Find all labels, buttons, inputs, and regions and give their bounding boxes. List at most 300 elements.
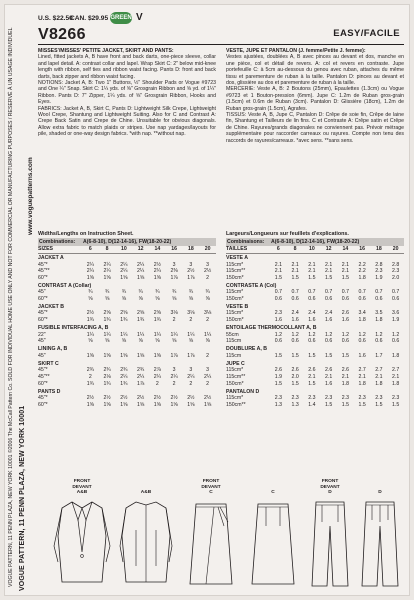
yardage-cell: 2½	[103, 395, 111, 402]
yardage-cell: 0.6	[358, 338, 366, 345]
yardage-cell: 2½	[187, 268, 195, 275]
skirt-front-sketch	[184, 496, 238, 592]
sizes-header-row	[38, 246, 216, 254]
yardage-cell: 2	[206, 317, 210, 324]
table-row	[226, 262, 404, 269]
yardage-cell: 1⅝	[137, 401, 145, 408]
yardage-cell: 1.5	[308, 352, 316, 359]
yardage-cell: 2.1	[341, 261, 349, 268]
yardage-cell: 1.5	[341, 401, 349, 408]
yardage-cell: 1.5	[308, 274, 316, 281]
fabric-width-label: 22"	[38, 331, 46, 338]
yardage-cell: 3	[206, 261, 210, 268]
yardage-cell: 1.5	[274, 274, 282, 281]
fabric-width-label: 150cm*	[226, 380, 244, 387]
yardage-cell: 2	[172, 317, 176, 324]
yardage-cell: 2¼	[187, 374, 195, 381]
english-fabrics: FABRICS: Jacket A, B, Skirt C, Pants D: Lightweight Silk Crepe, Lightweight Wool Crepe, Shantung and Lightweight Suiting. Also for C and Contrast A: Crepe Back Satin and Crepe de Chine. Unsuitable for obvious diagonals. Allow extra fabric to match plaids or stripes. Use nap yardages/layouts for pile, shaded or one-way design fabrics. *with nap. **without nap.	[38, 105, 216, 138]
table-row	[226, 289, 404, 296]
yardage-cell: 1.5	[325, 352, 333, 359]
jacket-back-sketch	[118, 496, 174, 592]
drawing-front-label: FRONT	[202, 479, 220, 484]
table-section-title: SKIRT C	[38, 360, 59, 367]
yardage-cell: 1⅝	[153, 274, 161, 281]
yardage-cell: 1.5	[274, 352, 282, 359]
yardage-cell: 2.3	[375, 268, 383, 275]
yardage-cell: 2½	[153, 261, 161, 268]
yardage-cell: 2.8	[375, 261, 383, 268]
table-row	[38, 310, 216, 317]
table-section-title: JACKET B	[38, 303, 64, 310]
drawing-pants-front	[306, 479, 354, 595]
price-canada: CAN. $29.95	[70, 15, 109, 22]
yardage-cell: 2	[88, 374, 92, 381]
yardage-cell: 1⅝	[204, 401, 212, 408]
yardage-cell: 2	[155, 380, 159, 387]
yardage-cell: 0.6	[274, 295, 282, 302]
yardage-cell: 2¼	[137, 374, 145, 381]
yardage-cell: 3	[189, 367, 193, 374]
yardage-cell: 2.7	[358, 367, 366, 374]
fabric-width-label: 45"*	[38, 395, 48, 402]
yardage-cell: 2	[172, 380, 176, 387]
yardage-cell: 1¼	[153, 331, 161, 338]
yardage-cell: 1.4	[308, 401, 316, 408]
yardage-cell: 1.2	[358, 331, 366, 338]
yardage-cell: 0.6	[325, 295, 333, 302]
yardage-cell: 2.4	[291, 310, 299, 317]
table-section-title: JUPE C	[226, 360, 245, 367]
yardage-cell: 1¼	[187, 331, 195, 338]
yardage-cell: 2.1	[291, 261, 299, 268]
fabric-width-label: 60"*	[38, 295, 48, 302]
drawing-front-label: FRONT	[321, 479, 339, 484]
yardage-cell: 2.0	[291, 374, 299, 381]
yardage-cell: 0.6	[358, 295, 366, 302]
yardage-cell: 1.5	[325, 274, 333, 281]
yardage-cell: 1¼	[120, 331, 128, 338]
yardage-cell: 1⅝	[153, 401, 161, 408]
drawing-jacket-front	[50, 479, 114, 595]
drawing-front-label: FRONT	[73, 479, 91, 484]
yardage-cell: 1¾	[103, 380, 111, 387]
size-cell: 12	[325, 246, 332, 252]
yardage-cell: 1⅝	[86, 274, 94, 281]
yardage-cell: ⅝	[205, 295, 210, 302]
yardage-cell: 2¼	[137, 268, 145, 275]
header-rule	[38, 44, 404, 45]
yardage-cell: 2¼	[103, 261, 111, 268]
yardage-cell: 1.6	[325, 380, 333, 387]
table-row	[38, 338, 216, 345]
yardage-cell: 1.8	[392, 380, 400, 387]
yardage-cell: 3.5	[375, 310, 383, 317]
yardage-cell: 2.8	[392, 261, 400, 268]
fabric-width-label: 60"*	[38, 317, 48, 324]
yardage-cell: 1⅝	[120, 352, 128, 359]
yardage-cell: 2¼	[86, 268, 94, 275]
yardage-cell: 2.3	[274, 310, 282, 317]
english-notions: NOTIONS: Jacket A, B: Two 1" Buttons, ½" Shoulder Pads or Vogue #9723 and One ¼" Snap. Skirt C: 1¼ yds. of ⅝" Grosgrain Ribbon and ⅝ yd. of 1¼" Ribbon. Pants D: 7" Zipper, 1¼ yds. of ⅝" Grosgrain Ribbon, Hooks and Eyes.	[38, 80, 216, 106]
yardage-cell: 0.6	[341, 338, 349, 345]
yardage-cell: 0.6	[274, 338, 282, 345]
yardage-cell: 2½	[137, 395, 145, 402]
yardage-cell: ⅝	[88, 295, 93, 302]
yardage-cell: 2⅝	[137, 310, 145, 317]
yardage-cell: 1⅞	[170, 352, 178, 359]
drawing-devant-label: DEVANT	[320, 484, 340, 490]
drawing-pants-back	[356, 479, 404, 595]
yardage-cell: 2⅝	[103, 310, 111, 317]
yardage-cell: 3	[189, 261, 193, 268]
drawing-skirt-back	[246, 479, 300, 595]
table-row	[38, 402, 216, 409]
size-cell: 8	[105, 246, 109, 252]
table-row	[38, 395, 216, 402]
yardage-cell: 1.5	[291, 274, 299, 281]
yardage-cell: 1.7	[375, 352, 383, 359]
difficulty-level: EASY/FACILE	[333, 28, 400, 39]
yardage-cell: 2.1	[325, 261, 333, 268]
table-section-title: VESTE A	[226, 255, 249, 261]
pattern-number: V8266	[38, 26, 86, 43]
yardage-cell: 1¾	[120, 317, 128, 324]
yardage-cell: ⅝	[188, 295, 194, 302]
yardage-cell: 2⅝	[153, 310, 161, 317]
fabric-width-label: 115cm*	[226, 289, 244, 296]
yardage-cell: ⅝	[171, 295, 177, 302]
yardage-cell: 2.1	[291, 268, 299, 275]
yardage-cell: 1⅞	[187, 352, 195, 359]
english-description	[38, 48, 216, 138]
yardage-cell: 2.6	[291, 367, 299, 374]
french-notions: MERCERIE: Veste A, B: 2 Boutons (25mm), Epaulettes (1.3cm) ou Vogue #9723 et 1 Bouton-pression (6mm). Jupe C: 1.2m de Ruban gros-grain (1.5cm) et 0.6m de Ruban (3cm). Pantalon D: Glissière (18cm), 1.2m de Ruban gros-grain (1.5cm), Agrafes.	[226, 86, 404, 112]
drawing-view-label: C	[271, 490, 275, 495]
table-row	[38, 353, 216, 360]
table-section-title: PANTALON D	[226, 388, 260, 395]
drawing-jacket-back	[118, 479, 174, 595]
yardage-cell: 0.7	[341, 289, 349, 296]
yardage-cell: 0.7	[392, 289, 400, 296]
table-row	[38, 275, 216, 282]
yardage-cell: 0.6	[392, 295, 400, 302]
yardage-cell: 2½	[86, 395, 94, 402]
yardage-cell: ¾	[88, 289, 93, 296]
yardage-cell: 1⅝	[120, 274, 128, 281]
yardage-cell: 1.5	[341, 274, 349, 281]
yardage-cell: 1.5	[274, 380, 282, 387]
yardage-cell: 1⅝	[187, 401, 195, 408]
yardage-cell: 2¼	[120, 268, 128, 275]
table-row	[38, 289, 216, 296]
size-cell: 18	[375, 246, 382, 252]
drawing-view-label: D	[328, 490, 332, 495]
yardage-cell: 2⅛	[103, 374, 111, 381]
yardage-cell: 2.4	[325, 310, 333, 317]
yardage-cell: 2½	[170, 395, 178, 402]
yardage-cell: 1.8	[358, 380, 366, 387]
yardage-cell: 1¾	[103, 317, 111, 324]
yardage-cell: ¾	[205, 289, 210, 296]
sidebar-vertical-text	[7, 9, 33, 593]
yardage-cell: 1¼	[170, 331, 178, 338]
yardage-cell: 2⅞	[153, 367, 161, 374]
yardage-cell: 2.6	[274, 367, 282, 374]
yardage-cell: 0.7	[291, 289, 299, 296]
yardage-cell: 1⅝	[170, 401, 178, 408]
yardage-cell: 2.3	[341, 395, 349, 402]
yardage-cell: 2.1	[358, 374, 366, 381]
yardage-cell: 1¼	[103, 331, 111, 338]
yardage-cell: 1.5	[358, 401, 366, 408]
yardage-cell: 0.6	[308, 338, 316, 345]
yardage-cell: 1.5	[325, 401, 333, 408]
yardage-cell: 1.6	[358, 352, 366, 359]
yardage-cell: 3⅛	[187, 310, 195, 317]
yardage-cell: ¾	[188, 289, 194, 296]
yardage-cell: 0.6	[308, 295, 316, 302]
size-cell: 6	[88, 246, 92, 252]
yardage-cell: 2.1	[341, 268, 349, 275]
yardage-cell: 0.6	[375, 295, 383, 302]
table-row	[38, 296, 216, 303]
table-row	[226, 395, 404, 402]
yardage-cell: 2.3	[392, 395, 400, 402]
yardage-cell: 2.0	[392, 274, 400, 281]
legal-notice: VOGUE PATTERN, 11 PENN PLAZA, NEW YORK 10001 ©2006 The McCall Pattern Co. SOLD FOR INDIVIDUAL HOME USE ONLY AND NOT FOR COMMERCIAL OR MANUFACTURING PURPOSES / RESERVÉ À UN USAGE INDIVIDUEL	[8, 27, 14, 587]
yardage-cell: 2½	[204, 268, 212, 275]
yardage-cell: 1¾	[86, 317, 94, 324]
yardage-cell: 0.6	[341, 295, 349, 302]
yardage-cell: 2½	[153, 395, 161, 402]
yardage-cell: 1.2	[325, 331, 333, 338]
table-row	[226, 310, 404, 317]
yardage-tables	[38, 231, 404, 475]
yardage-cell: 2¾	[120, 367, 128, 374]
table-heading: Largeurs/Longueurs sur feuillets d'explications.	[226, 231, 349, 237]
fabric-width-label: 150cm**	[226, 401, 246, 408]
yardage-cell: 3.6	[392, 310, 400, 317]
size-cell: 20	[204, 246, 211, 252]
yardage-cell: 1.9	[375, 274, 383, 281]
yardage-cell: 2.1	[274, 261, 282, 268]
size-cell: 18	[187, 246, 194, 252]
size-cell: 10	[308, 246, 315, 252]
size-cell: 12	[137, 246, 144, 252]
yardage-cell: ⅝	[138, 295, 143, 302]
yardage-cell: 1.8	[375, 317, 383, 324]
yardage-cell: ⅝	[155, 295, 160, 302]
table-row	[226, 338, 404, 345]
yardage-cell: 1.5	[291, 380, 299, 387]
yardage-cell: 1⅝	[153, 352, 161, 359]
yardage-cell: 1⅝	[103, 401, 111, 408]
yardage-cell: 1¾	[153, 317, 161, 324]
yardage-cell: 1.9	[392, 317, 400, 324]
table-row	[38, 317, 216, 324]
yardage-cell: 1.3	[274, 401, 282, 408]
yardage-cell: 2.3	[274, 395, 282, 402]
fabric-width-label: 60"*	[38, 380, 48, 387]
fabric-width-label: 150cm*	[226, 317, 244, 324]
yardage-cell: 1⅝	[137, 274, 145, 281]
yardage-cell: 2	[206, 380, 210, 387]
english-title: MISSES'/MISSES' PETITE JACKET, SKIRT AND PANTS:	[38, 48, 174, 54]
yardage-cell: 1⅝	[103, 274, 111, 281]
fabric-width-label: 60"*	[38, 274, 48, 281]
yardage-cell: ¾	[155, 289, 160, 296]
yardage-cell: 2.7	[392, 367, 400, 374]
combinations-values: A(6-8-10), D(12-14-16), FW(18-20-22)	[271, 239, 360, 245]
yardage-cell: 3	[172, 261, 176, 268]
yardage-cell: 2⅝	[120, 310, 128, 317]
yardage-cell: 1¼	[86, 331, 94, 338]
yardage-cell: 2¾	[86, 367, 94, 374]
yardage-cell: 1.6	[274, 317, 282, 324]
yardage-cell: 1.2	[291, 331, 299, 338]
drawing-view-label: A&B	[76, 490, 88, 495]
yardage-cell: 1¼	[204, 331, 212, 338]
combinations-row	[226, 238, 404, 246]
fabric-width-label: 45"**	[38, 268, 50, 275]
fabric-width-label: 115cm*	[226, 310, 244, 317]
drawing-view-label: C	[209, 490, 213, 495]
table-row	[226, 367, 404, 374]
sizes-header-row	[226, 246, 404, 254]
yardage-cell: 2.3	[308, 395, 316, 402]
yardage-cell: 1.2	[341, 331, 349, 338]
vogue-mark: V	[136, 12, 143, 23]
drawing-devant-label: DEVANT	[201, 484, 221, 490]
table-section-title: ENTOILAGE THERMOCOLLANT A, B	[226, 325, 317, 332]
yardage-cell: 2.6	[341, 367, 349, 374]
yardage-cell: ¾	[104, 289, 110, 296]
yardage-cell: 1.8	[341, 380, 349, 387]
yardage-cell: ⅝	[155, 338, 160, 345]
fabric-width-label: 45"**	[38, 374, 50, 381]
table-row	[38, 374, 216, 381]
sizes-label: TAILLES	[226, 246, 248, 252]
combinations-row	[38, 238, 216, 246]
yardage-cell: ⅝	[88, 338, 93, 345]
yardage-cell: 2¼	[86, 261, 94, 268]
yardage-cell: 1.2	[375, 331, 383, 338]
table-section-title: PANTS D	[38, 388, 61, 395]
yardage-cell: 2.2	[358, 261, 366, 268]
yardage-cell: 2¼	[137, 261, 145, 268]
yardage-cell: 0.7	[375, 289, 383, 296]
yardage-cell: 1.2	[392, 331, 400, 338]
combinations-values: A(6-8-10), D(12-14-16), FW(18-20-22)	[83, 239, 172, 245]
combinations-label: Combinaisons:	[227, 239, 265, 245]
yardage-cell: ⅝	[121, 295, 127, 302]
table-heading: Widths/Lengths on Instruction Sheet.	[38, 231, 134, 237]
french-title: VESTE, JUPE ET PANTALON (J. femme/Petite J. femme):	[226, 48, 366, 54]
yardage-cell: 2¼	[153, 268, 161, 275]
fabric-width-label: 115cm*	[226, 261, 244, 268]
yardage-cell: 1¾	[120, 380, 128, 387]
fabric-width-label: 115cm	[226, 352, 242, 359]
yardage-cell: 1.8	[392, 352, 400, 359]
table-section-title: FUSIBLE INTERFACING A, B	[38, 325, 109, 332]
yardage-cell: 0.7	[274, 289, 282, 296]
yardage-cell: 1.2	[308, 331, 316, 338]
yardage-cell: 2.6	[308, 367, 316, 374]
yardage-cell: 2¼	[204, 374, 212, 381]
yardage-cell: 2.1	[325, 268, 333, 275]
table-section-title: DOUBLURE A, B	[226, 346, 268, 353]
yardage-cell: ¾	[171, 289, 177, 296]
yardage-cell: 1¾	[86, 380, 94, 387]
yardage-cell: 1.6	[341, 317, 349, 324]
table-row	[226, 332, 404, 339]
table-row	[38, 381, 216, 388]
table-row	[226, 296, 404, 303]
table-section-title: LINING A, B	[38, 346, 68, 353]
yardage-cell: 1.5	[308, 380, 316, 387]
yardage-cell: 2¾	[103, 367, 111, 374]
yardage-cell: 1.8	[375, 380, 383, 387]
size-cell: 10	[120, 246, 127, 252]
yardage-cell: 2¼	[103, 268, 111, 275]
pattern-envelope-back	[4, 4, 410, 596]
yardage-cell: 3⅛	[204, 310, 212, 317]
yardage-cell: 2½	[86, 310, 94, 317]
yardage-table-french	[226, 231, 404, 408]
yardage-cell: 3.4	[358, 310, 366, 317]
yardage-cell: 2¼	[170, 374, 178, 381]
fabric-width-label: 55cm	[226, 331, 239, 338]
yardage-cell: 2.1	[375, 374, 383, 381]
size-cell: 20	[392, 246, 399, 252]
yardage-cell: 0.6	[291, 338, 299, 345]
yardage-cell: 3	[172, 367, 176, 374]
fabric-width-label: 115cm*	[226, 395, 244, 402]
fabric-width-label: 115cm	[226, 338, 242, 345]
drawing-view-label: A&B	[140, 490, 152, 495]
fabric-width-label: 45"	[38, 338, 46, 345]
yardage-cell: 2.3	[325, 395, 333, 402]
table-row	[38, 367, 216, 374]
yardage-cell: 2	[206, 352, 210, 359]
table-row	[226, 275, 404, 282]
yardage-cell: 0.6	[325, 338, 333, 345]
header	[38, 12, 404, 144]
yardage-cell: 2.1	[274, 268, 282, 275]
drawing-devant-label: DEVANT	[72, 484, 92, 490]
publisher-address: VOGUE PATTERN, 11 PENN PLAZA, NEW YORK 10001	[19, 405, 26, 591]
yardage-cell: 2.6	[325, 367, 333, 374]
website-url: www.voguepatterns.com	[27, 157, 34, 235]
yardage-cell: 0.6	[375, 338, 383, 345]
yardage-cell: 2.4	[308, 310, 316, 317]
yardage-cell: 2¼	[120, 374, 128, 381]
french-fabrics: TISSUS: Veste A, B, Jupe C, Pantalon D: Crêpe de soie fin, Crêpe de laine fin, Shantung et Tailleurs de lin fins. C et Contraste A: Crêpe satin et Crêpe de Chine. Rayures/grands diagonales ne conviennent pas. Prévoir métrage supplémentaire pour raccorder carreaux ou rayures. Compte non tenu des raccords de rayures/carreaux. *avec sens. **sans sens.	[226, 112, 404, 144]
table-section-title: CONTRAST A (Collar)	[38, 282, 92, 289]
fabric-width-label: 45"*	[38, 310, 48, 317]
table-row	[226, 317, 404, 324]
yardage-cell: 3⅛	[170, 310, 178, 317]
french-body: Vestes ajustées, doublées A, B avec pinces au devant et dos, manche en une pièce, col et détail de revers. A: col et revers en contraste. Jupe portefeuille C: à 5cm au-dessous du genou avec ruban, attaches du même tissu et parementure de ruban à la taille. Pantalon D: pinces au devant et dos, glissière au dos et parementure de ruban à la taille.	[226, 54, 404, 87]
yardage-cell: 1.6	[325, 317, 333, 324]
yardage-cell: 2.7	[375, 367, 383, 374]
fabric-width-label: 150cm*	[226, 295, 244, 302]
drawing-view-label: D	[378, 490, 382, 495]
green-badge: GREEN	[110, 12, 132, 24]
yardage-cell: 2.3	[358, 395, 366, 402]
pants-back-sketch	[356, 496, 404, 592]
table-row	[226, 268, 404, 275]
